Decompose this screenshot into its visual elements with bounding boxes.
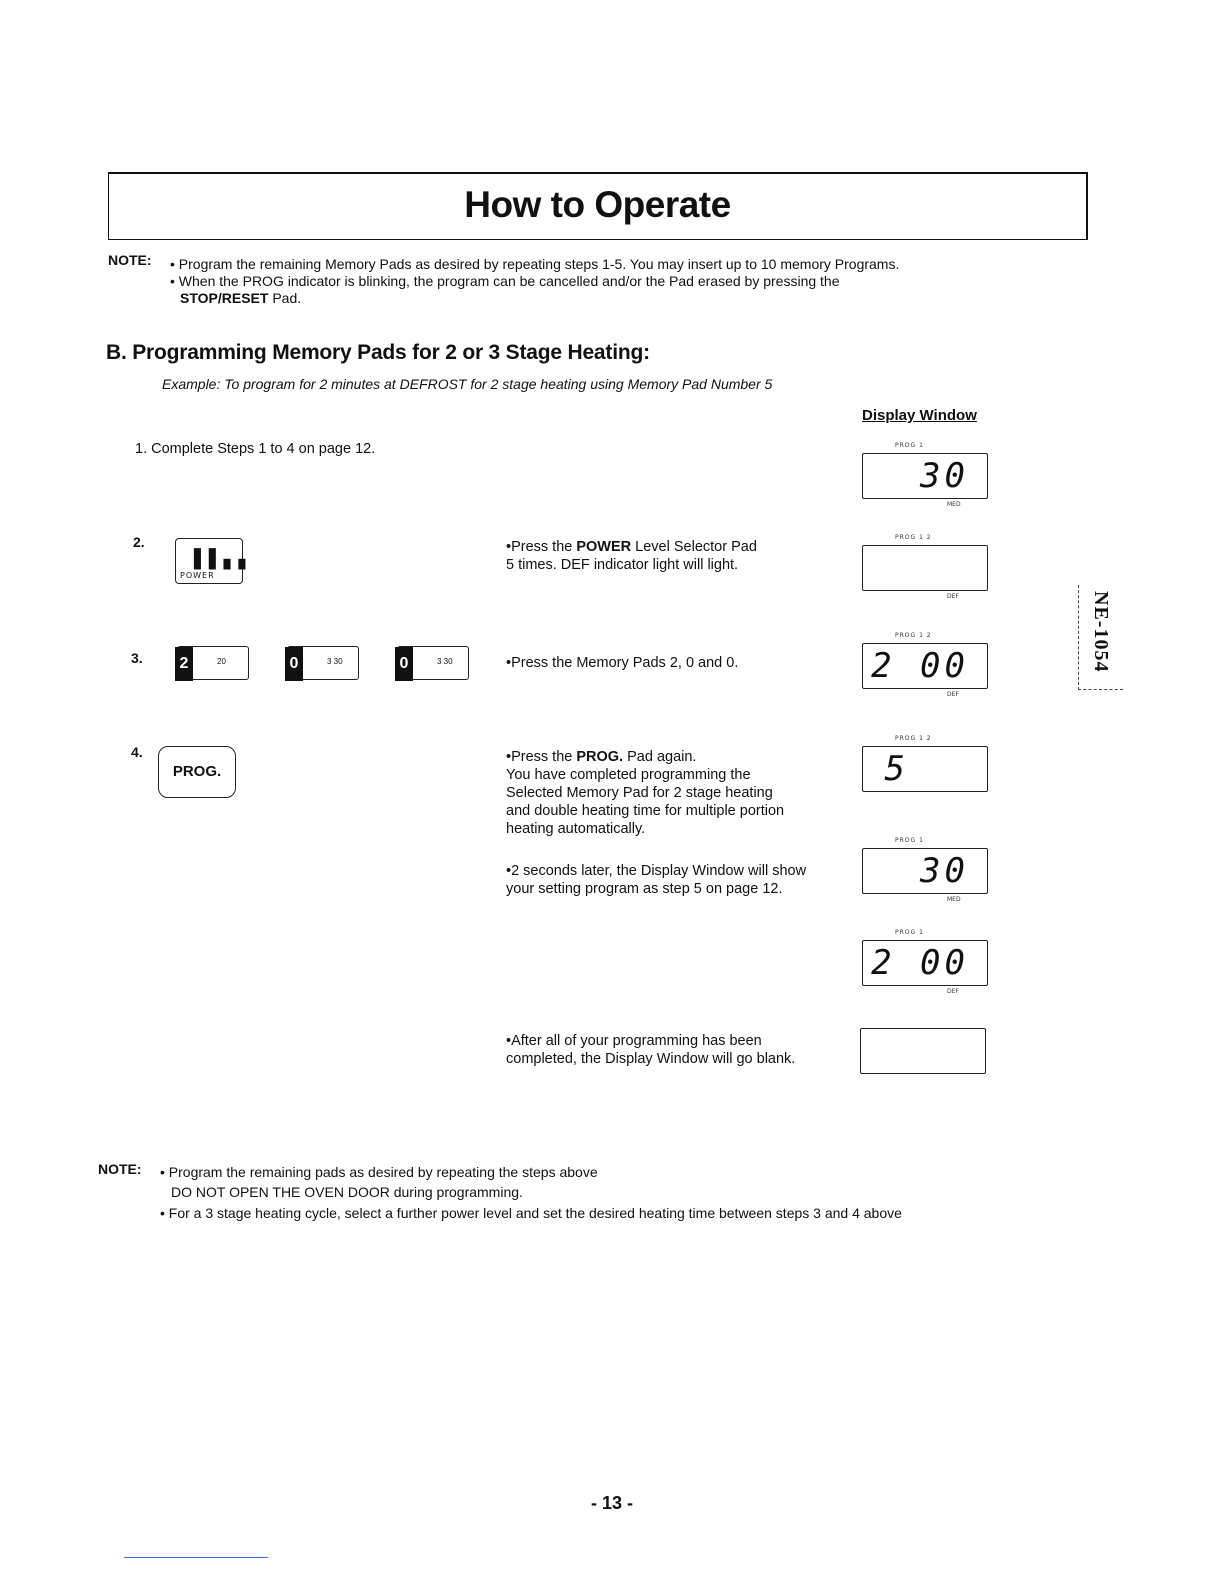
note-top-line1: • Program the remaining Memory Pads as desired by repeating steps 1-5. You may insert up to 10 memory Programs.: [170, 256, 900, 272]
note-top-line2: • When the PROG indicator is blinking, the program can be cancelled and/or the Pad erased by pressing the: [170, 273, 840, 289]
display-indicator-top: PROG 1: [895, 442, 924, 449]
step-2-text-post: Level Selector Pad: [631, 539, 757, 555]
display-indicator-top: PROG 1 2: [895, 632, 932, 639]
step-1-text: Complete Steps 1 to 4 on page 12.: [151, 441, 376, 457]
display-indicator-bottom: DEF: [947, 593, 959, 600]
step-4-number: 4.: [131, 744, 143, 760]
display-digits: 5: [884, 749, 909, 789]
bottom-rule: [124, 1557, 268, 1558]
step-4-after-line: completed, the Display Window will go blank.: [506, 1051, 796, 1067]
step-4-line: heating automatically.: [506, 821, 646, 837]
display-digits: 2 00: [871, 943, 969, 983]
step-4-later-line: •2 seconds later, the Display Window will show: [506, 863, 807, 879]
step-4-line: You have completed programming the: [506, 767, 751, 783]
step-4-later-line: your setting program as step 5 on page 12.: [506, 881, 783, 897]
display-indicator-top: PROG 1 2: [895, 735, 932, 742]
display-window: [862, 442, 988, 508]
power-pad-icon: [175, 538, 254, 584]
step-4-after-line: •After all of your programming has been: [506, 1033, 762, 1049]
display-window-blank: [860, 1028, 986, 1074]
display-window: [862, 837, 988, 903]
memory-pad-sub: 20: [217, 657, 226, 666]
note-bottom-line3: • For a 3 stage heating cycle, select a further power level and set the desired heating time between steps 3 and 4 above: [160, 1205, 902, 1221]
display-window: [862, 632, 988, 698]
page-title: How to Operate: [464, 184, 731, 225]
memory-pad-digit: 0: [395, 647, 413, 681]
memory-pad-digit: 2: [175, 647, 193, 681]
display-digits: 30: [920, 456, 969, 496]
step-3-text: •Press the Memory Pads 2, 0 and 0.: [506, 655, 739, 671]
display-window-label: Display Window: [862, 407, 977, 424]
step-2-text-pre: •Press the: [506, 539, 577, 555]
step-2-text: [506, 538, 757, 574]
title-box: [108, 172, 1088, 240]
note-bottom-label: NOTE:: [98, 1161, 142, 1177]
display-indicator-bottom: DEF: [947, 691, 959, 698]
model-number: NE-1054: [1090, 591, 1112, 673]
note-top-line3-rest: Pad.: [268, 290, 302, 306]
display-digits: 2 00: [871, 646, 969, 686]
step-4-text-post: Pad again.: [623, 749, 697, 765]
step-2-text-line2: 5 times. DEF indicator light will light.: [506, 557, 739, 573]
note-bottom-line2: DO NOT OPEN THE OVEN DOOR during programming.: [171, 1184, 523, 1200]
step-2-text-bold: POWER: [576, 539, 632, 555]
memory-pad-2-icon: [177, 646, 249, 680]
note-bottom-line1: • Program the remaining pads as desired by repeating the steps above: [160, 1164, 598, 1180]
memory-pad-sub: 3 30: [327, 657, 343, 666]
step-1: [135, 440, 375, 458]
step-4-after-text: [506, 1032, 795, 1068]
stop-reset-label: STOP/RESET: [180, 290, 269, 306]
step-4-text: [506, 748, 784, 838]
step-4-line: and double heating time for multiple portion: [506, 803, 785, 819]
memory-pad-sub: 3 30: [437, 657, 453, 666]
step-4-text-bold: PROG.: [576, 749, 624, 765]
step-1-number: 1.: [135, 441, 148, 457]
power-bars-icon: ▌▌▖▖: [194, 549, 254, 570]
memory-pad-digit: 0: [285, 647, 303, 681]
display-indicator-bottom: DEF: [947, 988, 959, 995]
note-top-label: NOTE:: [108, 252, 152, 268]
prog-pad-icon: [158, 746, 236, 798]
power-pad-label: POWER: [180, 571, 215, 580]
display-window: [862, 735, 988, 792]
display-indicator-bottom: MED: [947, 896, 961, 903]
step-4-later-text: [506, 862, 806, 898]
display-window: [862, 534, 988, 600]
example-text: Example: To program for 2 minutes at DEFROST for 2 stage heating using Memory Pad Number 5: [162, 376, 773, 392]
prog-pad-label: PROG.: [172, 763, 222, 780]
step-3-number: 3.: [131, 650, 143, 666]
display-indicator-top: PROG 1: [895, 929, 924, 936]
display-indicator-top: PROG 1: [895, 837, 924, 844]
memory-pad-0-icon: [397, 646, 469, 680]
step-4-text-pre: •Press the: [506, 749, 577, 765]
section-heading: B. Programming Memory Pads for 2 or 3 Stage Heating:: [106, 341, 650, 364]
page-number: - 13 -: [590, 1493, 633, 1513]
display-indicator-top: PROG 1 2: [895, 534, 932, 541]
step-4-line: Selected Memory Pad for 2 stage heating: [506, 785, 773, 801]
memory-pad-0-icon: [287, 646, 359, 680]
display-window: [862, 929, 988, 995]
display-indicator-bottom: MED: [947, 501, 961, 508]
step-2-number: 2.: [133, 534, 145, 550]
note-top-line3: [180, 290, 301, 307]
model-side-tag: [1078, 585, 1123, 690]
display-digits: 30: [920, 851, 969, 891]
